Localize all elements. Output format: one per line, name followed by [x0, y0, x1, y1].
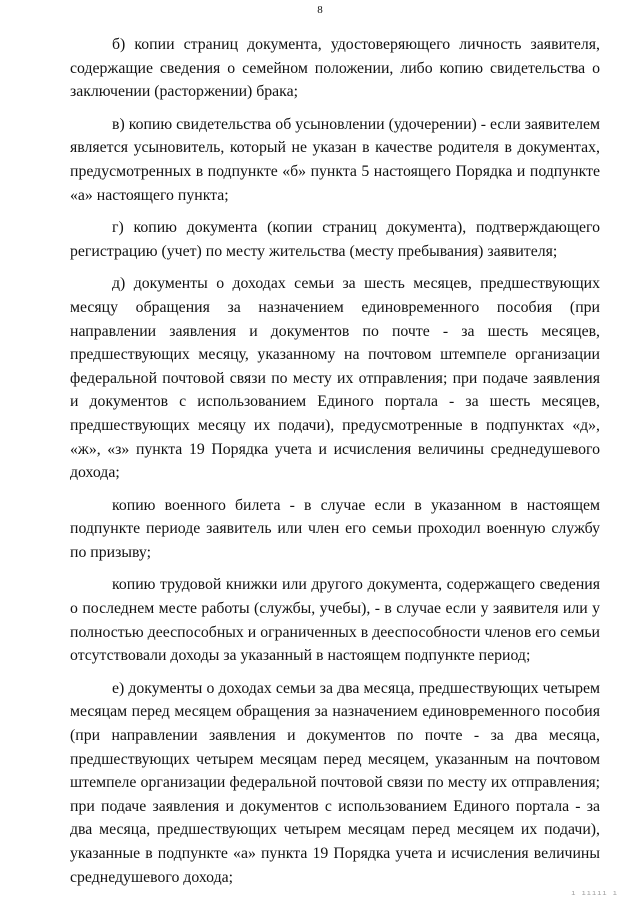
paragraph-work-book: копию трудовой книжки или другого документа, содержащего сведения о последнем месте работы (службы, учебы), - в случае если у заявителя или у полностью дееспособных и ограниченных в дееспособности членов его семьи отсутствовали доходы за указанный в настоящем подпункте период;	[70, 576, 600, 665]
paragraph-b: б) копии страниц документа, удостоверяющего личность заявителя, содержащие сведения о семейном положении, либо копию свидетельства о заключении (расторжении) брака;	[70, 36, 600, 101]
paragraph-military-id: копию военного билета - в случае если в указанном в настоящем подпункте периоде заявитель или член его семьи проходил военную службу по призыву;	[70, 496, 600, 561]
paragraph-e: е) документы о доходах семьи за два месяца, предшествующих четырем месяцам перед месяцем обращения за назначением единовременного пособия (при направлении заявления и документов по почте - за два месяца, предшествующих четырем месяцам перед месяцем, указанным на почтовом штемпеле организации федеральной почтовой связи по месту их отправления; при подаче заявления и документов с использованием Единого портала - за два месяца, предшествующих четырем месяцам перед месяцем их подачи), указанные в подпункте «а» пункта 19 Порядка учета и исчисления величины среднедушевого дохода;	[70, 679, 600, 886]
paragraph-v: в) копию свидетельства об усыновлении (удочерении) - если заявителем является усыновитель, который не указан в качестве родителя в документах, предусмотренных в подпункте «б» пункта 5 настоящего Порядка и подпункте «а» настоящего пункта;	[70, 115, 600, 204]
paragraph-g: г) копию документа (копии страниц документа), подтверждающего регистрацию (учет) по месту жительства (месту пребывания) заявителя;	[70, 219, 600, 260]
document-body	[70, 33, 600, 898]
paragraph-d: д) документы о доходах семьи за шесть месяцев, предшествующих месяцу обращения за назначением единовременного пособия (при направлении заявления и документов по почте - за шесть месяцев, предшествующих месяцу, указанному на почтовом штемпеле организации федеральной почтовой связи по месту их отправления; при подаче заявления и документов с использованием Единого портала - за шесть месяцев, предшествующих месяцу их подачи), предусмотренные в подпунктах «д», «ж», «з» пункта 19 Порядка учета и исчисления величины среднедушевого дохода;	[70, 275, 600, 482]
page-number: 8	[317, 4, 323, 16]
scan-mark: ı ııııı ı	[571, 890, 618, 898]
